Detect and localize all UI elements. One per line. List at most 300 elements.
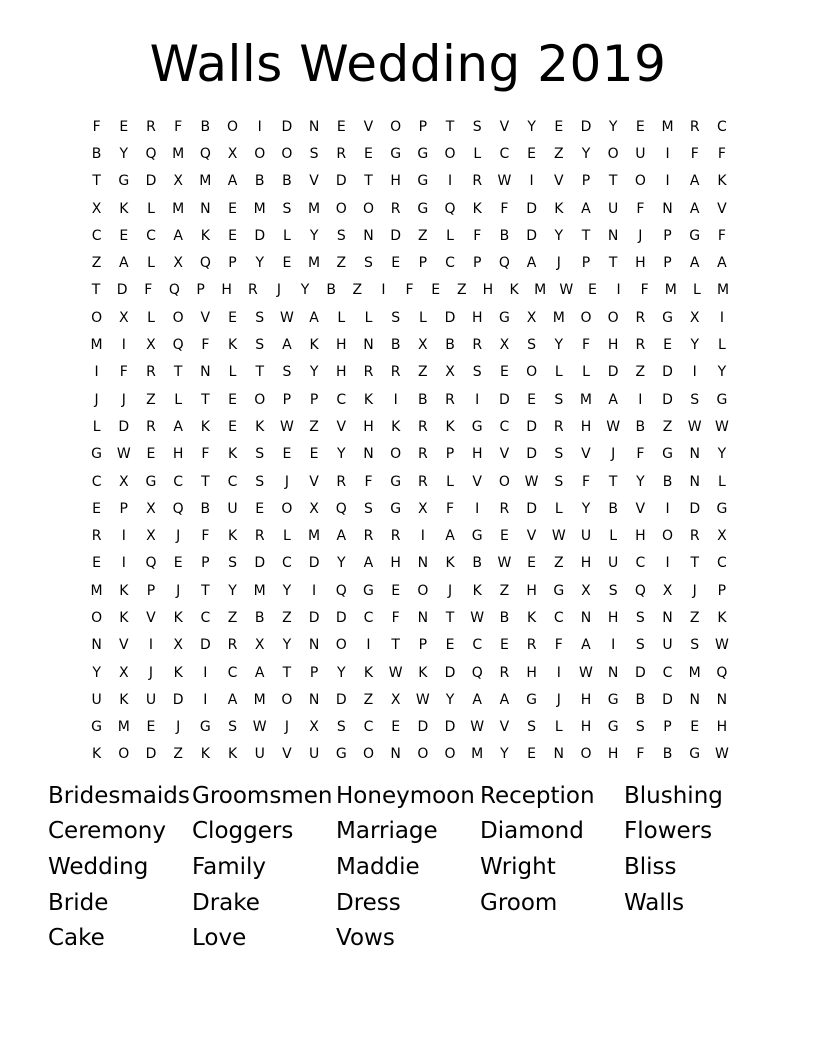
grid-letter: A [445,528,455,545]
grid-letter: J [692,582,697,599]
grid-letter: S [554,446,564,463]
grid-letter: E [635,118,645,135]
grid-letter: K [200,746,210,763]
grid-letter: R [247,282,258,299]
grid-letter: R [227,637,238,654]
grid-letter: I [312,582,317,599]
grid-letter: W [714,418,729,435]
grid-letter: G [662,446,673,463]
grid-letter: F [636,746,645,763]
grid-letter: D [580,118,592,135]
word-list-item: Dress [336,889,401,916]
grid-letter: J [276,282,281,299]
grid-letter: U [308,746,320,763]
grid-letter: O [607,145,619,162]
grid-letter: X [445,364,455,381]
grid-letter: K [445,418,455,435]
grid-letter: D [526,227,537,244]
grid-letter: W [687,418,702,435]
grid-letter: Q [145,145,157,162]
grid-letter: X [173,255,183,272]
grid-letter: O [254,391,266,408]
grid-letter: D [308,555,320,572]
grid-letter: G [716,391,728,408]
grid-letter: G [553,582,565,599]
grid-letter: G [417,200,429,217]
grid-letter: N [662,609,673,626]
grid-letter: Y [337,555,346,572]
grid-letter: P [418,118,428,135]
grid-letter: B [499,609,510,626]
grid-letter: C [363,719,374,736]
grid-letter: H [363,418,374,435]
grid-letter: M [308,200,321,217]
grid-letter: S [228,555,237,572]
grid-letter: O [662,528,674,545]
grid-letter: I [381,282,386,299]
grid-letter: L [718,337,726,354]
grid-row [83,659,736,686]
grid-letter: F [92,118,101,135]
grid-letter: X [173,637,183,654]
grid-letter: E [527,145,537,162]
grid-letter: M [308,528,321,545]
grid-letter: S [336,719,346,736]
grid-letter: M [717,282,730,299]
grid-letter: F [201,337,210,354]
grid-letter: V [553,173,564,190]
grid-letter: E [228,200,237,217]
grid-letter: U [608,200,619,217]
grid-letter: S [472,364,482,381]
grid-letter: E [119,227,129,244]
grid-letter: K [227,337,238,354]
word-list-item: Love [192,925,247,952]
grid-letter: D [417,719,429,736]
grid-letter: A [227,173,238,190]
grid-letter: R [363,364,374,381]
grid-letter: G [390,500,402,517]
grid-letter: A [717,255,727,272]
grid-letter: V [472,473,482,490]
grid-letter: N [390,746,401,763]
grid-letter: X [309,719,319,736]
grid-letter: X [418,337,428,354]
grid-letter: J [94,391,99,408]
grid-letter: D [526,446,537,463]
grid-letter: B [254,173,265,190]
grid-letter: R [417,418,428,435]
grid-letter: E [92,500,102,517]
grid-letter: V [282,746,292,763]
grid-letter: E [255,500,265,517]
grid-letter: I [529,173,534,190]
grid-letter: Y [282,637,292,654]
grid-letter: R [336,473,347,490]
grid-letter: E [663,337,672,354]
grid-letter: F [636,200,645,217]
word-list-item: Cloggers [192,818,294,845]
grid-letter: N [553,746,565,763]
grid-letter: X [118,664,129,681]
grid-letter: Z [418,227,428,244]
grid-letter: R [390,364,401,381]
grid-letter: O [91,309,103,326]
grid-letter: K [472,582,482,599]
grid-letter: V [336,418,347,435]
grid-letter: K [227,746,238,763]
grid-letter: H [580,555,592,572]
grid-letter: B [200,118,211,135]
grid-letter: K [173,664,183,681]
grid-letter: I [393,391,398,408]
grid-letter: X [118,473,129,490]
grid-letter: S [690,637,700,654]
grid-letter: S [255,309,265,326]
grid-letter: E [146,719,156,736]
letter-grid [83,113,736,768]
grid-letter: F [174,118,183,135]
grid-letter: P [309,391,319,408]
grid-letter: C [227,473,238,490]
grid-letter: T [690,555,699,572]
grid-row [83,113,736,140]
grid-letter: M [117,719,130,736]
grid-letter: N [417,555,429,572]
grid-letter: W [279,309,294,326]
grid-letter: Q [168,282,180,299]
grid-letter: R [635,337,646,354]
word-list-item: Cake [48,925,105,952]
grid-letter: A [173,227,183,244]
grid-letter: F [636,446,645,463]
grid-letter: U [608,555,619,572]
grid-letter: Y [255,255,264,272]
grid-letter: Y [228,582,237,599]
grid-letter: J [556,255,561,272]
grid-letter: P [196,282,205,299]
grid-letter: P [663,227,672,244]
grid-letter: A [118,255,129,272]
grid-letter: I [616,282,621,299]
grid-letter: I [556,664,561,681]
grid-letter: Q [199,255,211,272]
grid-letter: S [336,227,346,244]
grid-letter: X [662,582,673,599]
grid-row [83,413,736,440]
grid-letter: L [174,391,183,408]
grid-letter: R [499,500,510,517]
grid-letter: M [688,664,701,681]
grid-letter: L [228,364,237,381]
grid-letter: C [445,255,455,272]
grid-letter: W [470,719,485,736]
grid-letter: I [447,173,453,190]
grid-letter: K [119,609,129,626]
word-list-item: Drake [192,889,260,916]
grid-letter: H [471,309,483,326]
grid-letter: N [308,691,320,708]
grid-letter: P [228,255,237,272]
grid-letter: S [309,145,319,162]
grid-letter: T [581,227,591,244]
grid-letter: E [445,637,455,654]
grid-letter: M [90,337,103,354]
grid-letter: A [526,255,537,272]
grid-letter: U [227,500,238,517]
grid-row [83,359,736,386]
grid-letter: K [418,664,428,681]
word-list-item: Bridesmaids [48,782,190,809]
grid-letter: V [309,473,319,490]
grid-letter: L [718,473,726,490]
grid-letter: G [363,582,374,599]
grid-letter: B [254,609,265,626]
grid-letter: B [499,227,510,244]
grid-letter: E [228,227,237,244]
grid-letter: Y [554,227,564,244]
grid-letter: O [362,200,374,217]
grid-letter: K [717,609,727,626]
grid-letter: G [390,473,402,490]
grid-letter: J [284,719,289,736]
grid-letter: R [417,446,428,463]
grid-letter: E [499,364,509,381]
grid-letter: U [254,746,265,763]
grid-letter: O [607,309,619,326]
grid-letter: Z [173,746,183,763]
grid-letter: S [527,719,537,736]
grid-letter: K [363,664,374,681]
grid-letter: Z [282,609,292,626]
grid-letter: X [91,200,102,217]
word-list-item: Wedding [48,853,149,880]
grid-letter: Z [553,555,564,572]
grid-row [83,441,736,468]
word-list-item: Diamond [480,818,584,845]
grid-letter: T [364,173,373,190]
grid-letter: E [309,446,319,463]
grid-letter: X [254,637,265,654]
grid-letter: K [509,282,519,299]
grid-letter: T [391,637,400,654]
grid-letter: Y [309,364,319,381]
grid-letter: F [201,528,210,545]
grid-letter: L [554,364,563,381]
grid-letter: E [92,555,102,572]
grid-letter: M [579,391,593,408]
grid-letter: O [498,473,510,490]
grid-letter: Z [309,418,319,435]
grid-letter: H [607,337,619,354]
grid-letter: P [201,555,210,572]
grid-letter: N [363,227,374,244]
grid-letter: G [91,446,103,463]
grid-row [83,249,736,276]
grid-letter: N [363,446,374,463]
grid-letter: Z [363,691,374,708]
grid-letter: E [146,446,156,463]
grid-letter: M [253,582,266,599]
grid-letter: C [717,118,727,135]
grid-letter: G [417,145,429,162]
grid-letter: H [390,555,401,572]
grid-letter: G [607,719,619,736]
grid-letter: C [662,664,673,681]
grid-letter: I [148,637,154,654]
grid-letter: K [363,391,374,408]
grid-letter: B [326,282,336,299]
grid-letter: N [308,118,320,135]
grid-letter: W [497,555,512,572]
grid-letter: A [689,173,700,190]
grid-letter: L [554,719,563,736]
grid-letter: D [172,691,184,708]
grid-letter: O [634,173,646,190]
grid-letter: O [580,309,592,326]
grid-letter: M [471,746,484,763]
grid-letter: F [581,337,590,354]
grid-letter: Q [172,337,184,354]
grid-letter: I [121,528,126,545]
grid-letter: X [146,528,156,545]
grid-letter: X [499,337,510,354]
grid-letter: O [91,609,103,626]
grid-letter: N [689,691,700,708]
word-list-item: Groomsmen [192,782,333,809]
grid-letter: A [689,200,700,217]
grid-letter: H [607,609,619,626]
grid-letter: X [390,691,401,708]
grid-letter: V [717,200,727,217]
grid-letter: I [420,528,425,545]
grid-letter: R [254,528,265,545]
grid-letter: M [90,582,103,599]
grid-letter: D [145,746,157,763]
grid-letter: I [638,391,643,408]
grid-letter: C [363,609,374,626]
grid-letter: K [200,227,210,244]
grid-letter: X [689,309,700,326]
grid-letter: Z [227,609,238,626]
grid-letter: F [446,500,455,517]
grid-letter: E [282,446,292,463]
grid-letter: C [553,609,564,626]
grid-letter: F [717,145,726,162]
grid-letter: H [635,255,646,272]
grid-letter: G [607,691,619,708]
grid-letter: B [91,145,102,162]
grid-letter: E [228,309,237,326]
grid-letter: D [281,118,293,135]
grid-letter: Z [662,418,673,435]
grid-letter: S [255,473,265,490]
grid-letter: D [526,200,537,217]
grid-letter: N [363,337,374,354]
grid-letter: M [534,282,547,299]
grid-letter: D [662,691,673,708]
word-list-item: Wright [480,853,556,880]
grid-letter: D [118,418,130,435]
grid-letter: J [284,473,289,490]
grid-letter: A [309,309,319,326]
grid-letter: W [279,418,294,435]
grid-letter: E [173,555,183,572]
grid-letter: R [689,528,700,545]
grid-letter: W [497,173,512,190]
grid-letter: W [714,637,729,654]
word-list-row [48,885,768,921]
grid-letter: Q [634,582,646,599]
grid-letter: O [444,746,456,763]
word-list-item: Groom [480,889,558,916]
grid-letter: W [524,473,539,490]
grid-letter: K [200,418,210,435]
grid-letter: Q [471,664,483,681]
grid-letter: C [499,418,510,435]
grid-letter: H [172,446,184,463]
word-list-item: Blushing [624,782,723,809]
grid-letter: L [693,282,701,299]
grid-letter: I [665,145,670,162]
grid-letter: R [91,528,102,545]
grid-letter: L [147,200,155,217]
grid-letter: P [418,255,428,272]
grid-letter: C [173,473,184,490]
grid-letter: D [662,364,673,381]
grid-row [83,468,736,495]
grid-letter: G [335,746,347,763]
grid-letter: K [445,555,455,572]
grid-letter: C [146,227,156,244]
grid-letter: I [475,391,480,408]
grid-letter: Y [608,118,618,135]
grid-letter: Y [554,337,564,354]
grid-letter: T [201,473,210,490]
grid-letter: V [363,118,374,135]
grid-letter: P [146,582,156,599]
grid-letter: T [608,173,618,190]
grid-letter: G [662,309,673,326]
grid-letter: P [663,719,672,736]
grid-letter: R [472,173,483,190]
grid-letter: J [176,528,181,545]
grid-letter: Q [716,664,728,681]
grid-letter: Y [445,691,455,708]
grid-letter: V [635,500,646,517]
grid-letter: S [635,609,645,626]
grid-letter: G [390,145,402,162]
grid-letter: Z [457,282,467,299]
grid-letter: X [227,145,238,162]
grid-letter: K [472,200,482,217]
grid-letter: Q [444,200,456,217]
grid-letter: O [390,446,402,463]
grid-row [83,222,736,249]
grid-letter: J [447,582,453,599]
grid-letter: Y [119,145,129,162]
grid-letter: S [635,637,645,654]
grid-letter: W [579,664,593,681]
grid-letter: D [254,227,266,244]
grid-letter: L [92,418,101,435]
grid-letter: M [661,118,674,135]
grid-letter: V [309,173,319,190]
grid-letter: W [551,528,566,545]
grid-row [83,277,736,304]
grid-letter: T [608,255,618,272]
grid-row [83,304,736,331]
